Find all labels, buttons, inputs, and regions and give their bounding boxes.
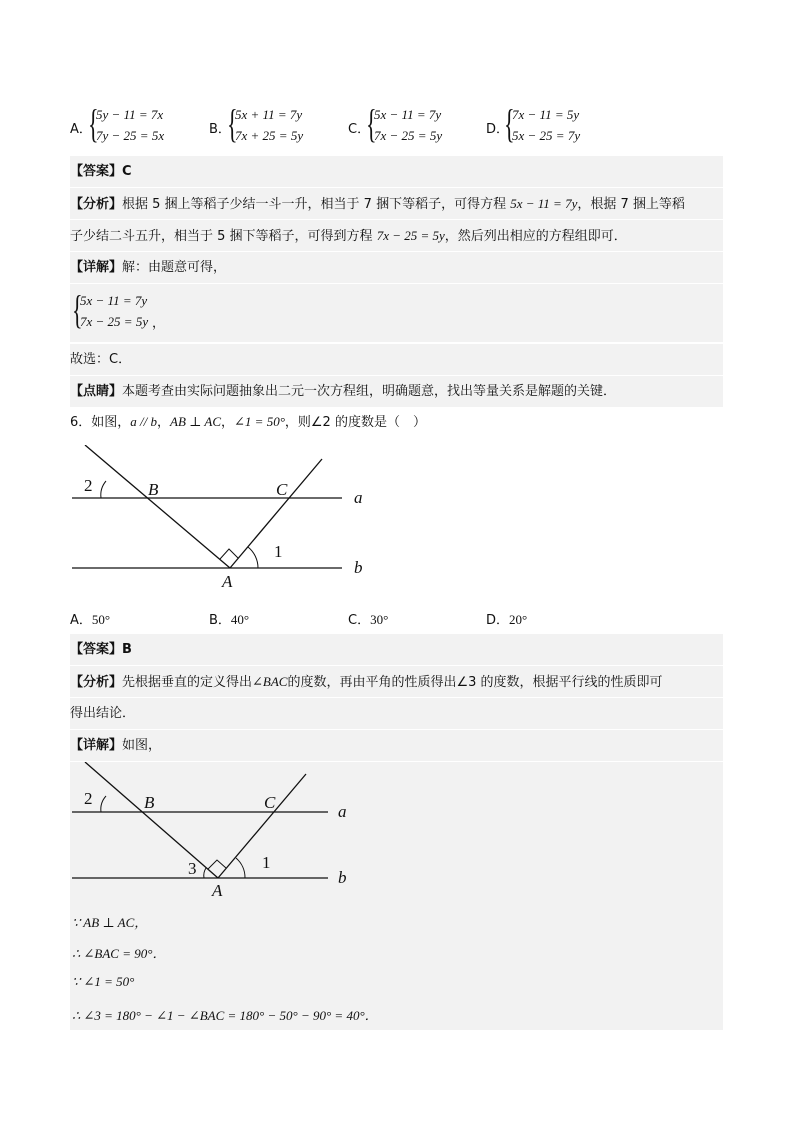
label-c-point: C [276, 480, 288, 499]
solution-steps-block [70, 762, 723, 1030]
label-b-point: B [144, 793, 155, 812]
option-value: 40° [230, 612, 250, 627]
equation: 7y − 25 = 5x [96, 128, 165, 143]
option-label: C． [348, 122, 371, 137]
equation-system [227, 101, 317, 150]
right-angle-mark [208, 860, 226, 869]
option-label: D． [486, 613, 510, 628]
equation-system [72, 287, 192, 336]
analysis-text: 根据 5 捆上等稻子少结一斗一升，相当于 7 捆下等稻子，可得方程 [122, 197, 507, 212]
step-1: ∵ AB ⊥ AC， [72, 915, 148, 930]
option-a [70, 604, 210, 635]
answer-tag: 【答案】 [70, 164, 123, 179]
option-a [70, 101, 200, 150]
brace: { [504, 101, 515, 146]
label-a-line: a [338, 802, 347, 821]
detail-row [70, 730, 723, 761]
analysis-text: 先根据垂直的定义得出 [122, 675, 253, 690]
option-value: 50° [91, 612, 111, 627]
brace: { [227, 101, 238, 146]
label-3: 3 [188, 859, 197, 878]
analysis-line-1 [70, 666, 723, 697]
angle-2-arc [101, 481, 106, 498]
equation-system-block [70, 284, 723, 342]
geometry-figure [60, 445, 380, 595]
step-4: ∴ ∠3 = 180° − ∠1 − ∠BAC = 180° − 50° − 90° = 40°． [72, 1008, 378, 1023]
analysis-line-1 [70, 188, 723, 219]
label-2: 2 [84, 476, 93, 495]
step-3: ∵ ∠1 = 50° [72, 974, 135, 989]
detail-row [70, 252, 723, 283]
analysis-text: 子少结二斗五升，相当于 5 捆下等稻子，可得到方程 [70, 229, 373, 244]
option-b [209, 604, 339, 635]
option-label: B． [209, 122, 231, 137]
equation: 7x + 25 = 5y [235, 128, 304, 143]
label-b-point: B [148, 480, 159, 499]
punctuation: ， [157, 415, 171, 430]
answer-tag: 【答案】 [70, 642, 123, 657]
equation: 5x − 25 = 7y [512, 128, 581, 143]
option-label: B． [209, 613, 231, 628]
equation: 7x − 11 = 5y [512, 107, 580, 122]
equation: 7x − 25 = 5y [80, 314, 149, 329]
label-1: 1 [262, 853, 271, 872]
math-expression: ∠BAC [252, 674, 288, 689]
option-label: A． [70, 122, 92, 137]
equation: 7x − 25 = 5y [374, 128, 443, 143]
label-2: 2 [84, 789, 93, 808]
equation-system [366, 101, 456, 150]
analysis-tag: 【分析】 [70, 675, 123, 690]
analysis-text: ，然后列出相应的方程组即可． [444, 229, 627, 244]
option-label: D． [486, 122, 510, 137]
analysis-line-2 [70, 220, 723, 251]
comment-tag: 【点睛】 [70, 384, 123, 399]
detail-tag: 【详解】 [70, 260, 123, 275]
label-a-point: A [212, 881, 223, 900]
option-value: 30° [370, 612, 389, 627]
math-expression: 5x − 11 = 7y [510, 196, 578, 211]
detail-text: 如图， [122, 738, 162, 753]
brace: { [366, 101, 377, 146]
angle-1-arc [248, 547, 258, 568]
equation: 5x − 11 = 7y [80, 293, 148, 308]
answer-row [70, 156, 723, 187]
comment-text: 本题考查由实际问题抽象出二元一次方程组，明确题意，找出等量关系是解题的关键． [122, 384, 617, 399]
label-c-point: C [264, 793, 276, 812]
angle-2-arc [101, 796, 106, 812]
brace: { [88, 101, 99, 146]
analysis-tag: 【分析】 [70, 197, 123, 212]
detail-tag: 【详解】 [70, 738, 123, 753]
math-expression: AB ⊥ AC [170, 414, 222, 429]
math-expression: 7x − 25 = 5y [376, 228, 445, 243]
segment-ab [85, 445, 230, 568]
label-b-line: b [354, 558, 363, 577]
answer-value: B [122, 642, 132, 657]
punctuation: ， [221, 415, 235, 430]
math-expression: ∠1 = 50° [234, 414, 285, 429]
label-b-line: b [338, 868, 347, 887]
math-expression: a // b [130, 414, 158, 429]
equation-system [504, 101, 594, 150]
option-b [209, 101, 339, 150]
label-a-point: A [222, 572, 233, 591]
equation-system [88, 101, 178, 150]
option-label: C． [348, 613, 371, 628]
label-a-line: a [354, 488, 363, 507]
stem-text: ，则∠2 的度数是（ ） [284, 415, 426, 430]
step-2: ∴ ∠BAC = 90°． [72, 946, 166, 961]
option-d [486, 604, 616, 635]
segment-ab [85, 762, 218, 878]
answer-value: C [122, 164, 132, 179]
label-1: 1 [274, 542, 283, 561]
option-c [348, 604, 478, 635]
comment-row [70, 376, 723, 407]
option-value: 20° [509, 612, 528, 627]
option-c [348, 101, 478, 150]
punctuation: ， [152, 316, 166, 331]
analysis-text: ，根据 7 捆上等稻 [577, 197, 685, 212]
equation: 5x + 11 = 7y [235, 107, 303, 122]
option-label: A． [70, 613, 92, 628]
question-stem [70, 406, 723, 437]
analysis-text: 的度数，再由平角的性质得出∠3 的度数，根据平行线的性质即可 [287, 675, 663, 690]
equation: 5x − 11 = 7y [374, 107, 442, 122]
detail-text: 解：由题意可得， [122, 260, 227, 275]
analysis-line-2 [70, 698, 723, 729]
right-angle-mark [220, 549, 238, 559]
angle-3-arc [204, 868, 206, 878]
angle-1-arc [236, 858, 245, 878]
choice-text: 故选：C． [70, 352, 132, 367]
equation: 5y − 11 = 7x [96, 107, 164, 122]
brace: { [72, 287, 83, 332]
stem-text: 6．如图， [70, 415, 131, 430]
option-d [486, 101, 616, 150]
analysis-text: 得出结论． [70, 706, 136, 721]
choice-row [70, 344, 723, 375]
answer-row [70, 634, 723, 665]
geometry-figure-annotated [70, 762, 370, 902]
